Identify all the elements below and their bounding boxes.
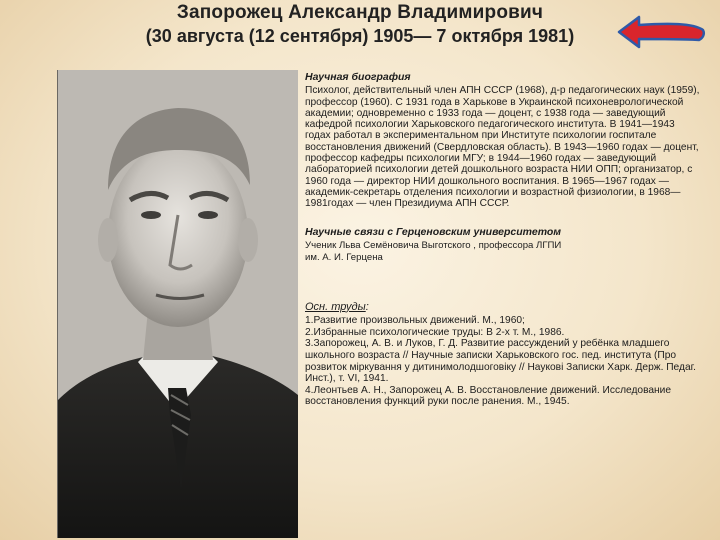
- works-item-1: [305, 315, 700, 327]
- works-item-number: 3.: [305, 338, 314, 350]
- works-list: [305, 315, 700, 408]
- life-dates: (30 августа (12 сентября) 1905— 7 октября 1981): [145, 26, 575, 46]
- works-item-2: [305, 327, 700, 339]
- connections-line-1: Ученик Льва Семёновича Выготского , профессора ЛГПИ: [305, 239, 562, 251]
- connections-heading: Научные связи с Герценовским университетом: [305, 225, 562, 238]
- works-item-text: Леонтьев А. Н., Запорожец А. В. Восстановление движений. Исследование восстановления функций руки после ранения. М., 1945.: [305, 384, 672, 408]
- portrait-photo: [57, 70, 298, 538]
- works-colon: :: [365, 300, 369, 313]
- biography-text: Психолог, действительный член АПН СССР (1968), д-р педагогических наук (1959), профессор (1960). С 1931 года в Харькове в Украинской психоневрологической академии; одновременно с 1933 года — доцент, с 1938 года — заведующий кафедрой психологии Харьковского педагогического института. В 1941—1943 годах работал в экспериментальном при Институте психологии госпитале восстановления движений (Свердловская область). В 1943—1960 годах — доцент, профессор кафедры психологии МГУ; в 1944—1960 годах — заведующий лабораторией психологии детей дошкольного возраста НИИ ОПП; организатор, с 1960 года — директор НИИ дошкольного воспитания. В 1965—1967 годах — академик-секретарь отделения психологии и возрастной физиологии, в 1968—1981годах — член Президиума АПН СССР.: [305, 85, 700, 210]
- works-item-number: 2.: [305, 326, 314, 338]
- works-label: Осн. труды: [305, 300, 366, 313]
- biography-heading: Научная биография: [305, 71, 411, 83]
- back-arrow-icon[interactable]: [613, 12, 709, 52]
- works-item-text: Развитие произвольных движений. М., 1960;: [313, 315, 525, 327]
- works-item-number: 4.: [305, 384, 314, 396]
- connections-text: [305, 240, 700, 264]
- works-item-4: [305, 385, 700, 408]
- works-item-3: [305, 338, 700, 384]
- works-item-text: Избранные психологические труды: В 2-х т. М., 1986.: [313, 326, 565, 338]
- works-item-text: Запорожец, А. В. и Луков, Г. Д. Развитие рассуждений у ребёнка младшего школьного возраста // Научные записки Харьковского гос. пед. института (Про розвиток міркування у дитинимолодшоговіку // Наукові Записки Харк. Держ. Педаг. Инст.), т. VI, 1941.: [305, 338, 696, 385]
- works-item-number: 1.: [305, 315, 314, 327]
- works-heading: [305, 302, 700, 313]
- text-column: [305, 72, 700, 408]
- page-title: Запорожец Александр Владимирович: [176, 2, 544, 23]
- connections-line-2: им. А. И. Герцена: [305, 251, 383, 263]
